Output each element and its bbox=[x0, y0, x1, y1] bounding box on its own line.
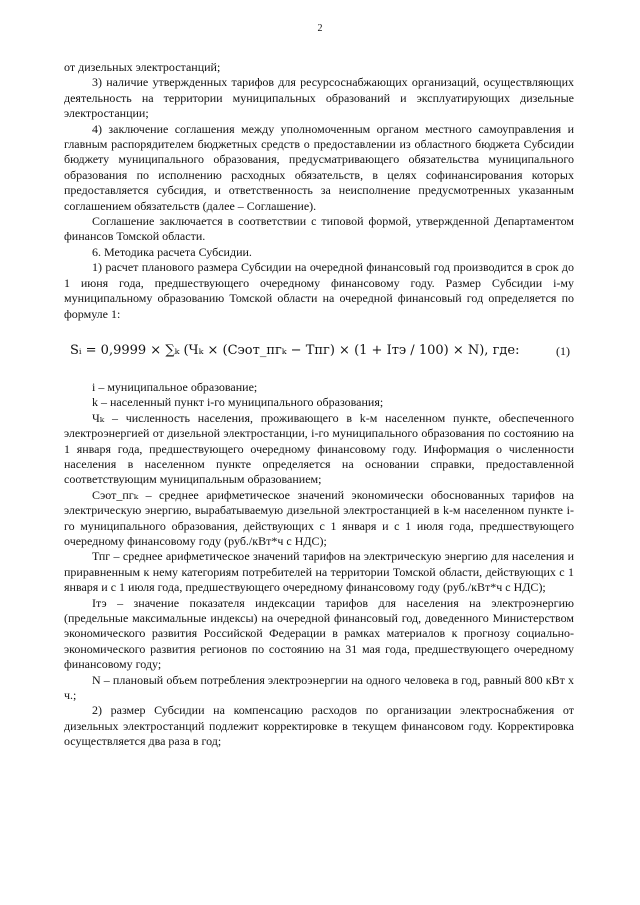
paragraph: 1) расчет планового размера Субсидии на очередной финансовый год производится в срок до 1 июня года, предшествующего очередному финансовому году. Размер Субсидии i-му муниципальному образованию Томской области на очередной финансовый год определяется по формуле 1: bbox=[64, 260, 574, 321]
formula: Sᵢ = 0,9999 × ∑ₖ (Чₖ × (Сэот_пгₖ − Тпг) × (1 + Iтэ / 100) × N), где: bbox=[70, 342, 520, 358]
formula-block bbox=[64, 322, 574, 380]
definition: Чₖ – численность населения, проживающего в k-м населенном пункте, обеспеченного электроэнергией от дизельной электростанции, i-го муниципального образования по состоянию на 1 января года, предшествующего очередному финансовому году. Информация о численности населения в населенном пункте определяется на основании справки, предоставленной соответствующим муниципальным образованием; bbox=[64, 410, 574, 487]
page-number: 2 bbox=[317, 23, 323, 34]
paragraph: 4) заключение соглашения между уполномоченным органом местного самоуправления и главным распорядителем бюджетных средств о предоставлении из областного бюджета Субсидии бюджету муниципального образования, предусматривающего обязательства муниципального образования по исполнению расходных обязательств, в целях софинансирования которых предоставляется субсидия, и ответственность за неисполнение предусмотренных указанным соглашением обязательств (далее – Соглашение). bbox=[64, 121, 574, 213]
paragraph: от дизельных электростанций; bbox=[64, 60, 221, 74]
paragraph: Соглашение заключается в соответствии с типовой формой, утвержденной Департаментом финансов Томской области. bbox=[64, 214, 574, 244]
section-before-formula bbox=[64, 60, 574, 322]
section-after-formula bbox=[64, 380, 574, 750]
definition: N – плановый объем потребления электроэнергии на одного человека в год, равный 800 кВт х ч.; bbox=[64, 672, 574, 703]
paragraph: 2) размер Субсидии на компенсацию расходов по организации электроснабжения от дизельных электростанций подлежит корректировке в текущем финансовом году. Корректировка осуществляется два раза в год; bbox=[64, 703, 574, 749]
paragraph: 3) наличие утвержденных тарифов для ресурсоснабжающих организаций, осуществляющих деятельность на территории муниципальных образований и эксплуатирующих дизельные электростанции; bbox=[64, 75, 574, 121]
definition: Тпг – среднее арифметическое значений тарифов на электрическую энергию для населения и приравненным к нему категориям потребителей на территории Томской области, действующих с 1 января и с 1 июля года, предшествующего очередному финансовому году (руб./кВт*ч с НДС); bbox=[64, 549, 574, 595]
definition: i – муниципальное образование; bbox=[92, 379, 258, 394]
document-body bbox=[64, 60, 574, 750]
definition: Iтэ – значение показателя индексации тарифов для населения на электроэнергию (предельные максимальные индексы) на очередной финансовый год, доведенного Министерством экономического развития Российской Федерации в рамках материалов к прогнозу социально-экономического развития регионов по состоянию на 31 мая года, предшествующего очередному финансовому году; bbox=[64, 595, 574, 672]
definition: k – населенный пункт i-го муниципального образования; bbox=[92, 395, 384, 410]
formula-number: (1) bbox=[556, 343, 570, 358]
definition: Сэот_пгₖ – среднее арифметическое значений экономически обоснованных тарифов на электрическую энергию, вырабатываемую дизельной электростанцией в k-м населенном пункте i-го муниципального образования, действующих с 1 января и с 1 июля года, предшествующего очередному финансовому году (руб./кВт*ч с НДС); bbox=[64, 487, 574, 548]
section-heading: 6. Методика расчета Субсидии. bbox=[92, 244, 252, 259]
